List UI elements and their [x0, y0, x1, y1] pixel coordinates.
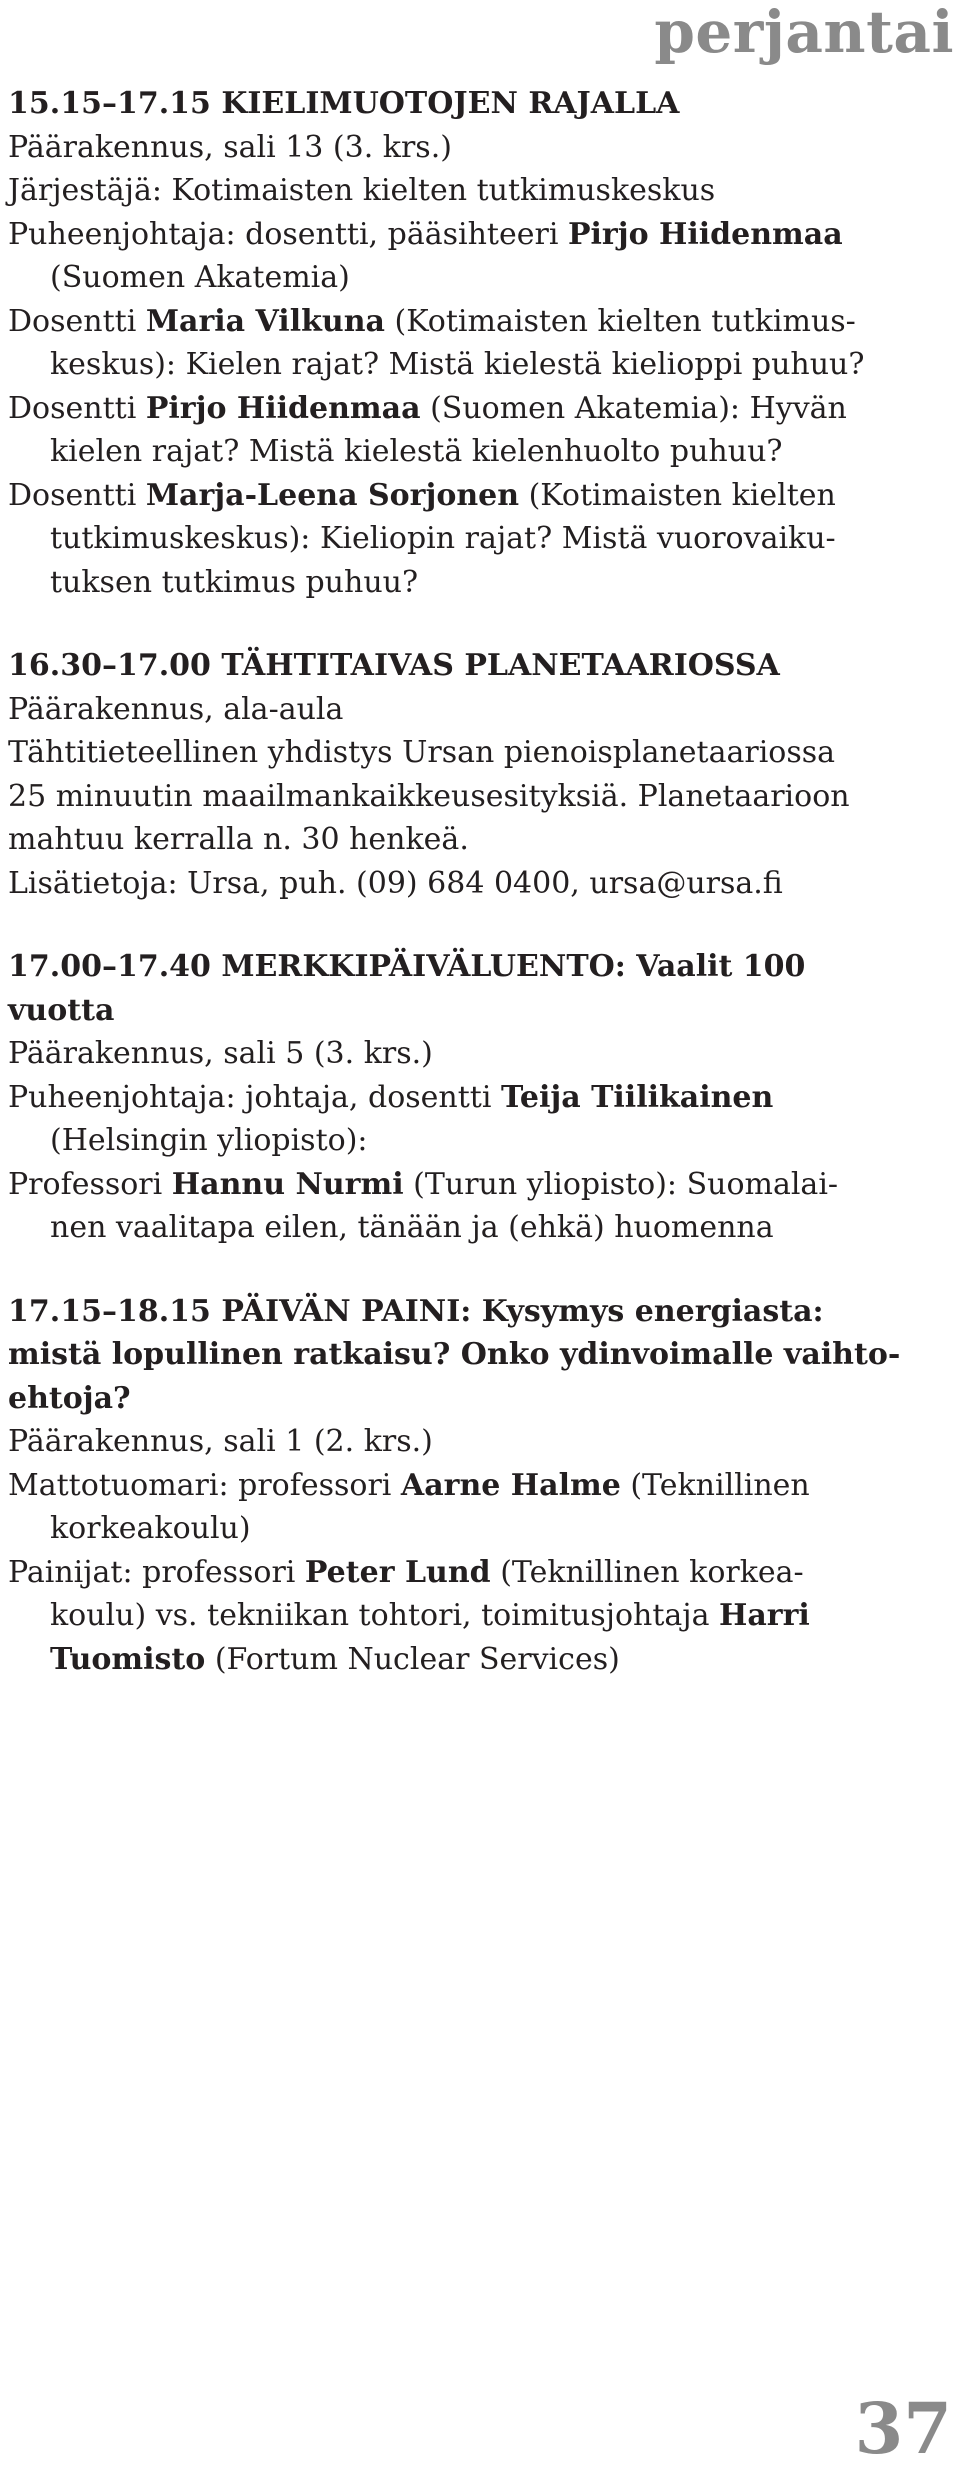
bold-text: Maria Vilkuna: [145, 303, 385, 339]
text: Dosentti: [8, 303, 146, 339]
text: Päärakennus, sali 1 (2. krs.): [8, 1424, 433, 1459]
text: koulu) vs. tekniikan tohtori, toimitusjohtaja: [50, 1598, 719, 1633]
session-detail-line: [8, 300, 948, 344]
session-detail-line: [8, 818, 948, 862]
text: kielen rajat? Mistä kielestä kielenhuolto puhuu?: [50, 434, 783, 469]
bold-text: mistä lopullinen ratkaisu? Onko ydinvoimalle vaihto-: [8, 1337, 901, 1372]
bold-text: 16.30–17.00 TÄHTITAIVAS PLANETAARIOSSA: [8, 648, 780, 683]
session-heading-line: [8, 1290, 948, 1334]
session-heading-line: [8, 945, 948, 989]
text: Dosentti: [8, 477, 146, 513]
session-detail-line: [8, 1076, 948, 1120]
session-detail-line: [8, 1464, 948, 1508]
session-detail-line: [8, 256, 948, 300]
text: tuksen tutkimus puhuu?: [50, 564, 419, 600]
session-detail-line: [8, 1163, 948, 1207]
program-listing: [8, 82, 948, 1721]
text: Päärakennus, sali 13 (3. krs.): [8, 129, 452, 165]
bold-text: Tuomisto: [50, 1641, 206, 1677]
bold-text: Teija Tiilikainen: [500, 1079, 774, 1115]
text: (Suomen Akatemia): [50, 260, 350, 295]
text: Puheenjohtaja: dosentti, pääsihteeri: [8, 216, 568, 252]
text: 25 minuutin maailmankaikkeusesityksiä. Planetaarioon: [8, 778, 850, 814]
session-detail-line: [8, 1206, 948, 1250]
text: (Teknillinen: [620, 1467, 810, 1503]
session-detail-line: [8, 1032, 948, 1076]
bold-text: ehtoja?: [8, 1380, 131, 1416]
bold-text: Aarne Halme: [400, 1467, 621, 1503]
text: korkeakoulu): [50, 1511, 251, 1546]
session-detail-line: [8, 1638, 948, 1682]
program-session: [8, 945, 948, 1250]
text: Päärakennus, sali 5 (3. krs.): [8, 1036, 433, 1071]
session-detail-line: [8, 1594, 948, 1638]
session-detail-line: [8, 775, 948, 819]
bold-text: Pirjo Hiidenmaa: [567, 216, 843, 252]
session-detail-line: [8, 1420, 948, 1464]
text: (Helsingin yliopisto):: [50, 1123, 368, 1158]
session-detail-line: [8, 1551, 948, 1595]
session-detail-line: [8, 343, 948, 387]
session-detail-line: [8, 474, 948, 518]
session-heading-line: [8, 82, 948, 126]
session-detail-line: [8, 430, 948, 474]
session-detail-line: [8, 169, 948, 213]
bold-text: Hannu Nurmi: [171, 1166, 404, 1202]
bold-text: 17.00–17.40 MERKKIPÄIVÄLUENTO: Vaalit 100: [8, 949, 806, 984]
text: nen vaalitapa eilen, tänään ja (ehkä) huomenna: [50, 1210, 774, 1245]
session-heading-line: [8, 1333, 948, 1377]
text: (Kotimaisten kielten tutkimus-: [384, 303, 856, 339]
text: Professori: [8, 1166, 172, 1202]
text: mahtuu kerralla n. 30 henkeä.: [8, 822, 469, 857]
text: Puheenjohtaja: johtaja, dosentti: [8, 1079, 501, 1115]
text: Päärakennus, ala-aula: [8, 691, 344, 727]
session-detail-line: [8, 1507, 948, 1551]
text: Järjestäjä: Kotimaisten kielten tutkimuskeskus: [8, 173, 716, 208]
bold-text: 15.15–17.15 KIELIMUOTOJEN RAJALLA: [8, 86, 680, 121]
program-session: [8, 644, 948, 905]
text: Lisätietoja: Ursa, puh. (09) 684 0400, ursa@ursa.fi: [8, 865, 783, 901]
text: (Suomen Akatemia): Hyvän: [420, 390, 847, 426]
text: tutkimuskeskus): Kieliopin rajat? Mistä vuorovaiku-: [50, 521, 836, 556]
session-detail-line: [8, 517, 948, 561]
bold-text: Marja-Leena Sorjonen: [145, 477, 520, 513]
text: (Teknillinen korkea-: [490, 1554, 804, 1590]
session-detail-line: [8, 561, 948, 605]
text: Dosentti: [8, 390, 146, 426]
text: (Kotimaisten kielten: [519, 477, 836, 513]
text: keskus): Kielen rajat? Mistä kielestä kielioppi puhuu?: [50, 347, 865, 382]
text: (Turun yliopisto): Suomalai-: [403, 1166, 839, 1202]
page-header-day: perjantai: [654, 0, 954, 66]
session-detail-line: [8, 213, 948, 257]
text: Tähtitieteellinen yhdistys Ursan pienoisplanetaariossa: [8, 735, 836, 770]
bold-text: Pirjo Hiidenmaa: [145, 390, 421, 426]
session-heading-line: [8, 989, 948, 1033]
page-number: 37: [854, 2387, 952, 2470]
session-detail-line: [8, 126, 948, 170]
session-detail-line: [8, 688, 948, 732]
session-detail-line: [8, 1119, 948, 1163]
session-detail-line: [8, 387, 948, 431]
session-detail-line: [8, 731, 948, 775]
bold-text: vuotta: [8, 992, 115, 1028]
program-session: [8, 82, 948, 604]
text: Mattotuomari: professori: [8, 1467, 401, 1503]
text: Painijat: professori: [8, 1554, 305, 1590]
session-heading-line: [8, 1377, 948, 1421]
bold-text: 17.15–18.15 PÄIVÄN PAINI: Kysymys energiasta:: [8, 1293, 824, 1329]
text: (Fortum Nuclear Services): [205, 1641, 620, 1677]
bold-text: Harri: [719, 1598, 810, 1633]
session-detail-line: [8, 862, 948, 906]
session-heading-line: [8, 644, 948, 688]
bold-text: Peter Lund: [304, 1554, 491, 1590]
program-session: [8, 1290, 948, 1682]
